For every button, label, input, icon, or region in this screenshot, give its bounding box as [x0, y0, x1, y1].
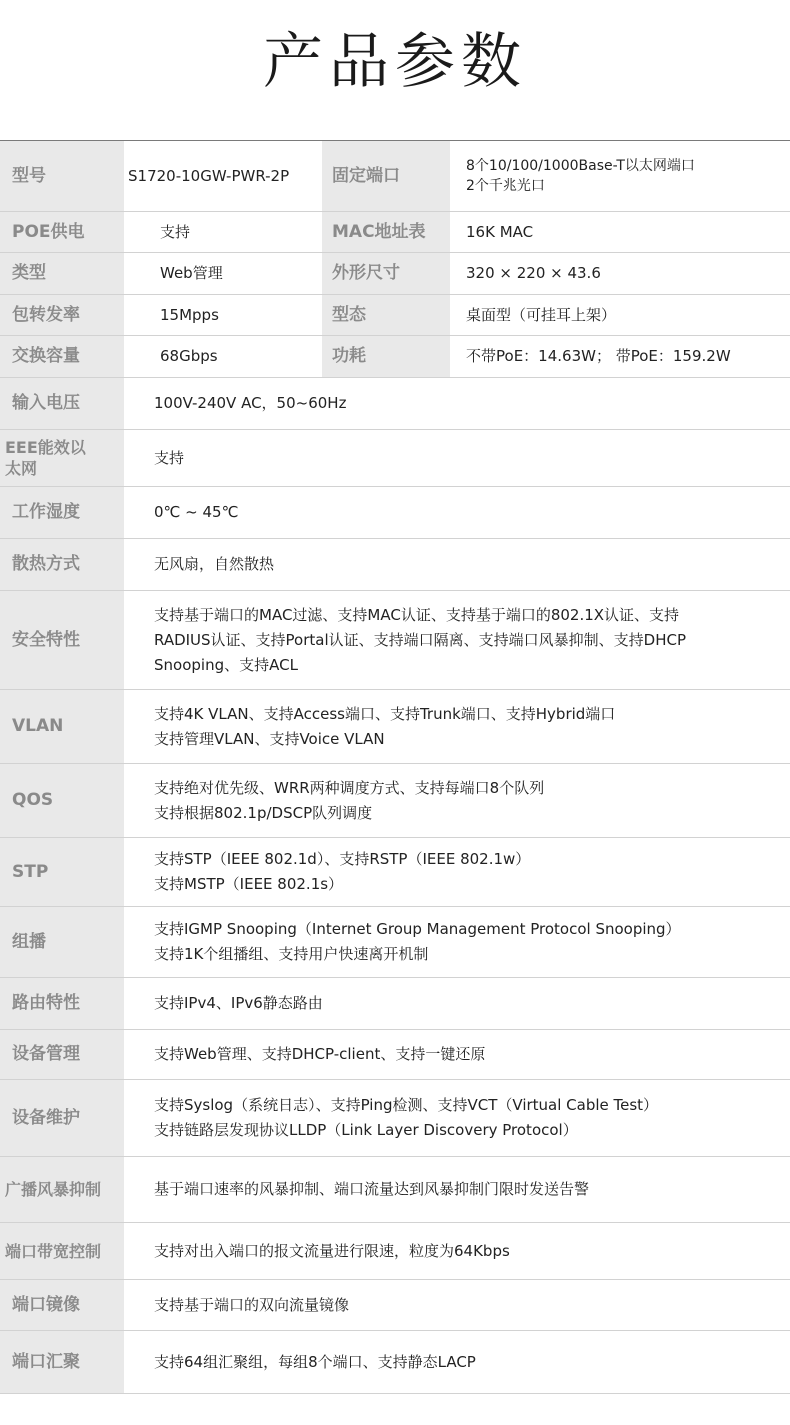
spec-value-line: 支持Web管理、支持DHCP-client、支持一键还原: [154, 1045, 486, 1063]
spec-label-text: 外形尺寸: [332, 263, 400, 283]
spec-value-line: 支持基于端口的MAC过滤、支持MAC认证、支持基于端口的802.1X认证、支持: [154, 605, 680, 624]
spec-value-lines: [466, 261, 601, 286]
spec-value: [124, 336, 322, 377]
spec-label: [0, 1080, 124, 1156]
spec-label: [0, 1030, 124, 1079]
spec-label-text: EEE能效以太网: [5, 438, 86, 478]
spec-label: [322, 336, 450, 377]
spec-label-text: 端口汇聚: [12, 1351, 80, 1372]
spec-value-lines: [154, 1042, 485, 1067]
spec-label-text: 端口带宽控制: [5, 1241, 102, 1261]
spec-value: [124, 1223, 790, 1279]
spec-label-text: 设备维护: [12, 1107, 80, 1128]
spec-value: [124, 1331, 790, 1393]
spec-value-text: Web管理: [160, 264, 223, 282]
spec-label-text: 散热方式: [12, 554, 80, 574]
spec-value-line: 2个千兆光口: [466, 178, 545, 194]
spec-row: [0, 1030, 790, 1080]
spec-value-line: 支持绝对优先级、WRR两种调度方式、支持每端口8个队列: [154, 778, 545, 797]
spec-row: [0, 838, 790, 907]
spec-value: [124, 591, 790, 689]
spec-value: [124, 1280, 790, 1330]
spec-value-lines: [154, 1293, 349, 1318]
spec-value: [124, 430, 790, 486]
spec-value-line: 100V-240V AC，50~60Hz: [154, 394, 347, 412]
spec-value-line: 支持IPv4、IPv6静态路由: [154, 994, 323, 1012]
spec-value-lines: [154, 847, 530, 897]
spec-value-line: 支持根据802.1p/DSCP队列调度: [154, 803, 373, 822]
spec-value-text: 15Mpps: [160, 305, 219, 324]
spec-label: [0, 838, 124, 906]
spec-label-text: QOS: [12, 790, 54, 810]
spec-value: [124, 378, 790, 429]
spec-value-line: 桌面型（可挂耳上架）: [466, 305, 617, 324]
spec-label: [0, 978, 124, 1029]
spec-row: [0, 378, 790, 430]
spec-value-line: 支持管理VLAN、支持Voice VLAN: [154, 729, 385, 748]
spec-value-line: 支持对出入端口的报文流量进行限速，粒度为64Kbps: [154, 1241, 510, 1260]
spec-label: [0, 1331, 124, 1393]
spec-value-lines: [154, 446, 184, 471]
spec-row: [0, 1331, 790, 1394]
spec-value: [124, 838, 790, 906]
spec-value: [450, 141, 790, 211]
spec-value-line: 支持4K VLAN、支持Access端口、支持Trunk端口、支持Hybrid端口: [154, 704, 616, 723]
spec-value: [124, 1080, 790, 1156]
spec-label-text: POE供电: [12, 221, 85, 242]
spec-row: [0, 1280, 790, 1331]
spec-label: [0, 295, 124, 335]
spec-row: [0, 1223, 790, 1280]
spec-label: [0, 539, 124, 590]
spec-value-line: 支持基于端口的双向流量镜像: [154, 1295, 350, 1314]
spec-label-text: 交换容量: [12, 346, 80, 366]
spec-value-lines: [154, 603, 686, 678]
spec-value-line: 基于端口速率的风暴抑制、端口流量达到风暴抑制门限时发送告警: [154, 1180, 590, 1198]
page-title: 产品参数: [263, 27, 527, 97]
spec-value-lines: [154, 776, 544, 826]
spec-value-lines: [154, 991, 323, 1016]
spec-label-text: MAC地址表: [332, 221, 426, 242]
spec-value: [124, 1030, 790, 1079]
spec-value: [124, 295, 322, 335]
spec-value-line: 支持IGMP Snooping（Internet Group Management Protocol Snooping）: [154, 920, 681, 938]
spec-label-text: 包转发率: [12, 304, 80, 325]
spec-value-text: S1720-10GW-PWR-2P: [128, 166, 290, 185]
spec-row: [0, 212, 790, 253]
spec-value-lines: [154, 552, 274, 577]
spec-label-text: 端口镜像: [12, 1294, 80, 1315]
spec-value-lines: [466, 303, 616, 328]
spec-label-wrap: [5, 437, 95, 479]
spec-value-lines: [154, 1093, 658, 1143]
spec-row: [0, 1080, 790, 1157]
spec-value: [124, 212, 322, 252]
spec-value-line: 16K MAC: [466, 222, 534, 241]
spec-label-text: 广播风暴抑制: [5, 1180, 102, 1199]
spec-label: [0, 212, 124, 252]
spec-value-lines: [154, 391, 346, 416]
spec-label: [0, 378, 124, 429]
spec-label-text: 设备管理: [12, 1044, 80, 1064]
spec-row: [0, 140, 790, 212]
spec-value: [124, 690, 790, 763]
spec-value-line: 支持64组汇聚组，每组8个端口、支持静态LACP: [154, 1352, 476, 1371]
spec-label: [322, 295, 450, 335]
spec-row: [0, 539, 790, 591]
spec-label: [0, 430, 124, 486]
spec-label-text: 工作湿度: [12, 502, 80, 522]
spec-row: [0, 1157, 790, 1223]
spec-value: [450, 336, 790, 377]
spec-value-line: 8个10/100/1000Base-T以太网端口: [466, 158, 695, 174]
spec-value-line: 支持Syslog（系统日志）、支持Ping检测、支持VCT（Virtual Cable Test）: [154, 1096, 659, 1114]
spec-label: [0, 487, 124, 538]
spec-value-lines: [154, 500, 238, 525]
spec-value-line: Snooping、支持ACL: [154, 655, 298, 674]
spec-label-text: 路由特性: [12, 993, 80, 1013]
spec-value-lines: [466, 156, 695, 196]
spec-label-text: 安全特性: [12, 629, 80, 650]
spec-label-text: 输入电压: [12, 393, 80, 413]
spec-value: [124, 764, 790, 837]
spec-label-text: STP: [12, 861, 49, 882]
spec-label: [322, 253, 450, 294]
spec-label: [0, 253, 124, 294]
spec-value-lines: [154, 1177, 589, 1202]
spec-label-text: 型号: [12, 165, 46, 186]
spec-label: [0, 690, 124, 763]
spec-row: [0, 978, 790, 1030]
spec-row: [0, 487, 790, 539]
spec-row: [0, 907, 790, 978]
spec-value-line: 0℃ ~ 45℃: [154, 503, 239, 521]
spec-value: [124, 141, 322, 211]
spec-value-text: 68Gbps: [160, 347, 218, 365]
spec-row: [0, 430, 790, 487]
spec-label: [322, 212, 450, 252]
spec-value: [450, 253, 790, 294]
spec-value-line: 支持STP（IEEE 802.1d）、支持RSTP（IEEE 802.1w）: [154, 850, 531, 868]
spec-value-line: 支持链路层发现协议LLDP（Link Layer Discovery Protocol）: [154, 1121, 578, 1139]
spec-value-lines: [154, 917, 681, 967]
spec-value: [124, 978, 790, 1029]
spec-label-text: 型态: [332, 304, 366, 325]
spec-value-line: 支持1K个组播组、支持用户快速离开机制: [154, 945, 429, 963]
spec-value-lines: [466, 344, 731, 369]
spec-value-line: 不带PoE：14.63W； 带PoE：159.2W: [466, 347, 731, 365]
spec-label: [0, 764, 124, 837]
spec-label: [0, 1280, 124, 1330]
spec-label: [0, 1223, 124, 1279]
spec-value-line: 支持: [154, 448, 185, 467]
spec-value: [124, 539, 790, 590]
spec-label-text: 组播: [12, 931, 46, 952]
spec-label-text: 功耗: [332, 346, 366, 366]
spec-value-line: 无风扇，自然散热: [154, 555, 275, 573]
spec-value: [124, 487, 790, 538]
spec-row: [0, 690, 790, 764]
spec-row: [0, 764, 790, 838]
spec-value-lines: [154, 702, 615, 752]
spec-label-text: 固定端口: [332, 165, 400, 186]
spec-row: [0, 253, 790, 295]
spec-value: [124, 253, 322, 294]
spec-row: [0, 295, 790, 336]
spec-row: [0, 336, 790, 378]
spec-label: [0, 336, 124, 377]
spec-label: [0, 591, 124, 689]
spec-row: [0, 591, 790, 690]
spec-label: [0, 141, 124, 211]
spec-label-text: 类型: [12, 263, 46, 283]
spec-value: [450, 212, 790, 252]
spec-value-line: RADIUS认证、支持Portal认证、支持端口隔离、支持端口风暴抑制、支持DHCP: [154, 630, 686, 649]
spec-label: [0, 1157, 124, 1222]
spec-label-text: VLAN: [12, 716, 64, 736]
spec-label: [322, 141, 450, 211]
spec-value-line: 支持MSTP（IEEE 802.1s）: [154, 875, 344, 893]
spec-value: [124, 907, 790, 977]
spec-value-line: 320 × 220 × 43.6: [466, 264, 601, 282]
spec-value-lines: [154, 1350, 476, 1375]
spec-value-text: 支持: [160, 222, 191, 241]
spec-value-lines: [466, 220, 533, 245]
spec-label: [0, 907, 124, 977]
spec-value: [124, 1157, 790, 1222]
spec-value: [450, 295, 790, 335]
spec-value-lines: [154, 1239, 510, 1264]
